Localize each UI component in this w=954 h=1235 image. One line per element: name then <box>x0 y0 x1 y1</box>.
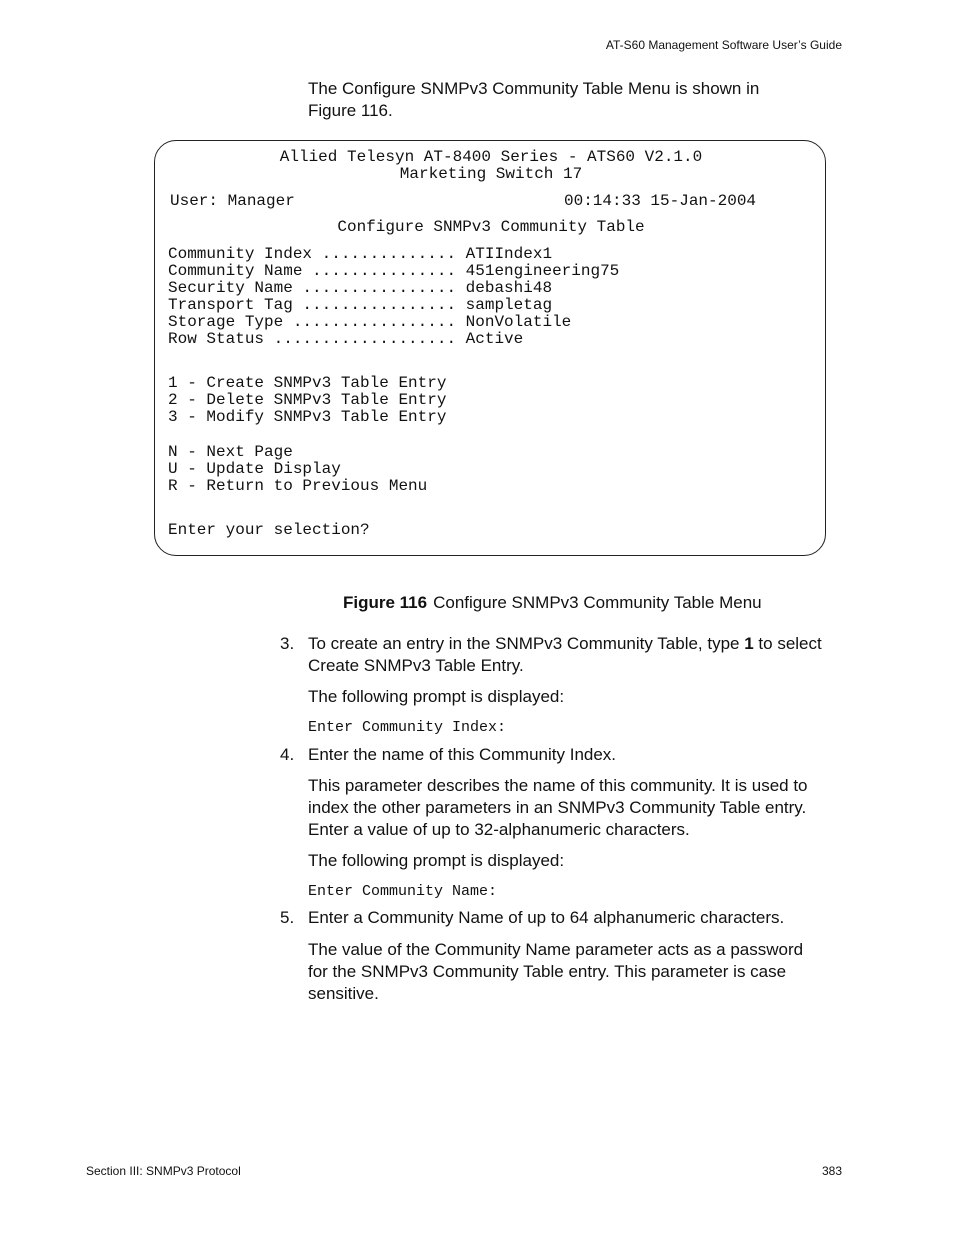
community-index-prompt: Enter Community Index: <box>308 719 507 736</box>
community-name-prompt: Enter Community Name: <box>308 883 498 900</box>
terminal-screen <box>154 140 826 556</box>
step-5-description: The value of the Community Name parameter acts as a password for the SNMPv3 Community Table entry. This parameter is case sensitive. <box>308 940 804 1003</box>
footer-section: Section III: SNMPv3 Protocol <box>86 1164 241 1178</box>
figure-label: Figure 116 <box>343 593 428 612</box>
menu-option-next-page[interactable]: N - Next Page <box>168 443 293 461</box>
terminal-field: Community Index .............. ATIIndex1 <box>168 245 553 263</box>
terminal-field: Row Status ................... Active <box>168 330 524 348</box>
running-header: AT-S60 Management Software User’s Guide <box>605 38 842 52</box>
terminal-switch-name: Marketing Switch 17 <box>399 165 583 183</box>
terminal-user: User: Manager <box>170 192 295 210</box>
step-number: 4. <box>280 745 295 764</box>
menu-option-delete[interactable]: 2 - Delete SNMPv3 Table Entry <box>168 391 447 409</box>
step-5-text: Enter a Community Name of up to 64 alphanumeric characters. <box>308 908 785 927</box>
step-3-text: To create an entry in the SNMPv3 Community Table, type 1 to select Create SNMPv3 Table Entry. <box>308 634 822 675</box>
step-4-text: Enter the name of this Community Index. <box>308 745 617 764</box>
terminal-field: Storage Type ................. NonVolatile <box>168 313 572 331</box>
terminal-datetime: 00:14:33 15-Jan-2004 <box>564 192 757 210</box>
terminal-field: Community Name ............... 451engineering75 <box>168 262 620 280</box>
menu-option-update-display[interactable]: U - Update Display <box>168 460 341 478</box>
terminal-field: Transport Tag ................ sampletag <box>168 296 553 314</box>
following-prompt-text: The following prompt is displayed: <box>308 851 565 870</box>
terminal-menu-title: Configure SNMPv3 Community Table <box>337 218 645 236</box>
figure-caption-text: Configure SNMPv3 Community Table Menu <box>433 593 762 612</box>
terminal-title: Allied Telesyn AT-8400 Series - ATS60 V2.1.0 <box>279 148 703 166</box>
page-number: 383 <box>821 1164 842 1178</box>
intro-text: The Configure SNMPv3 Community Table Menu is shown in Figure 116. <box>308 79 760 120</box>
following-prompt-text: The following prompt is displayed: <box>308 687 565 706</box>
menu-option-create[interactable]: 1 - Create SNMPv3 Table Entry <box>168 374 447 392</box>
menu-option-return[interactable]: R - Return to Previous Menu <box>168 477 428 495</box>
step-number: 5. <box>280 908 295 927</box>
figure-caption <box>343 593 762 613</box>
terminal-selection-prompt[interactable]: Enter your selection? <box>168 521 370 539</box>
menu-option-modify[interactable]: 3 - Modify SNMPv3 Table Entry <box>168 408 447 426</box>
step-4-description: This parameter describes the name of this community. It is used to index the other parameters in an SNMPv3 Community Table entry. Enter a value of up to 32-alphanumeric characters. <box>308 776 808 839</box>
terminal-field: Security Name ................ debashi48 <box>168 279 553 297</box>
step-number: 3. <box>280 634 295 653</box>
